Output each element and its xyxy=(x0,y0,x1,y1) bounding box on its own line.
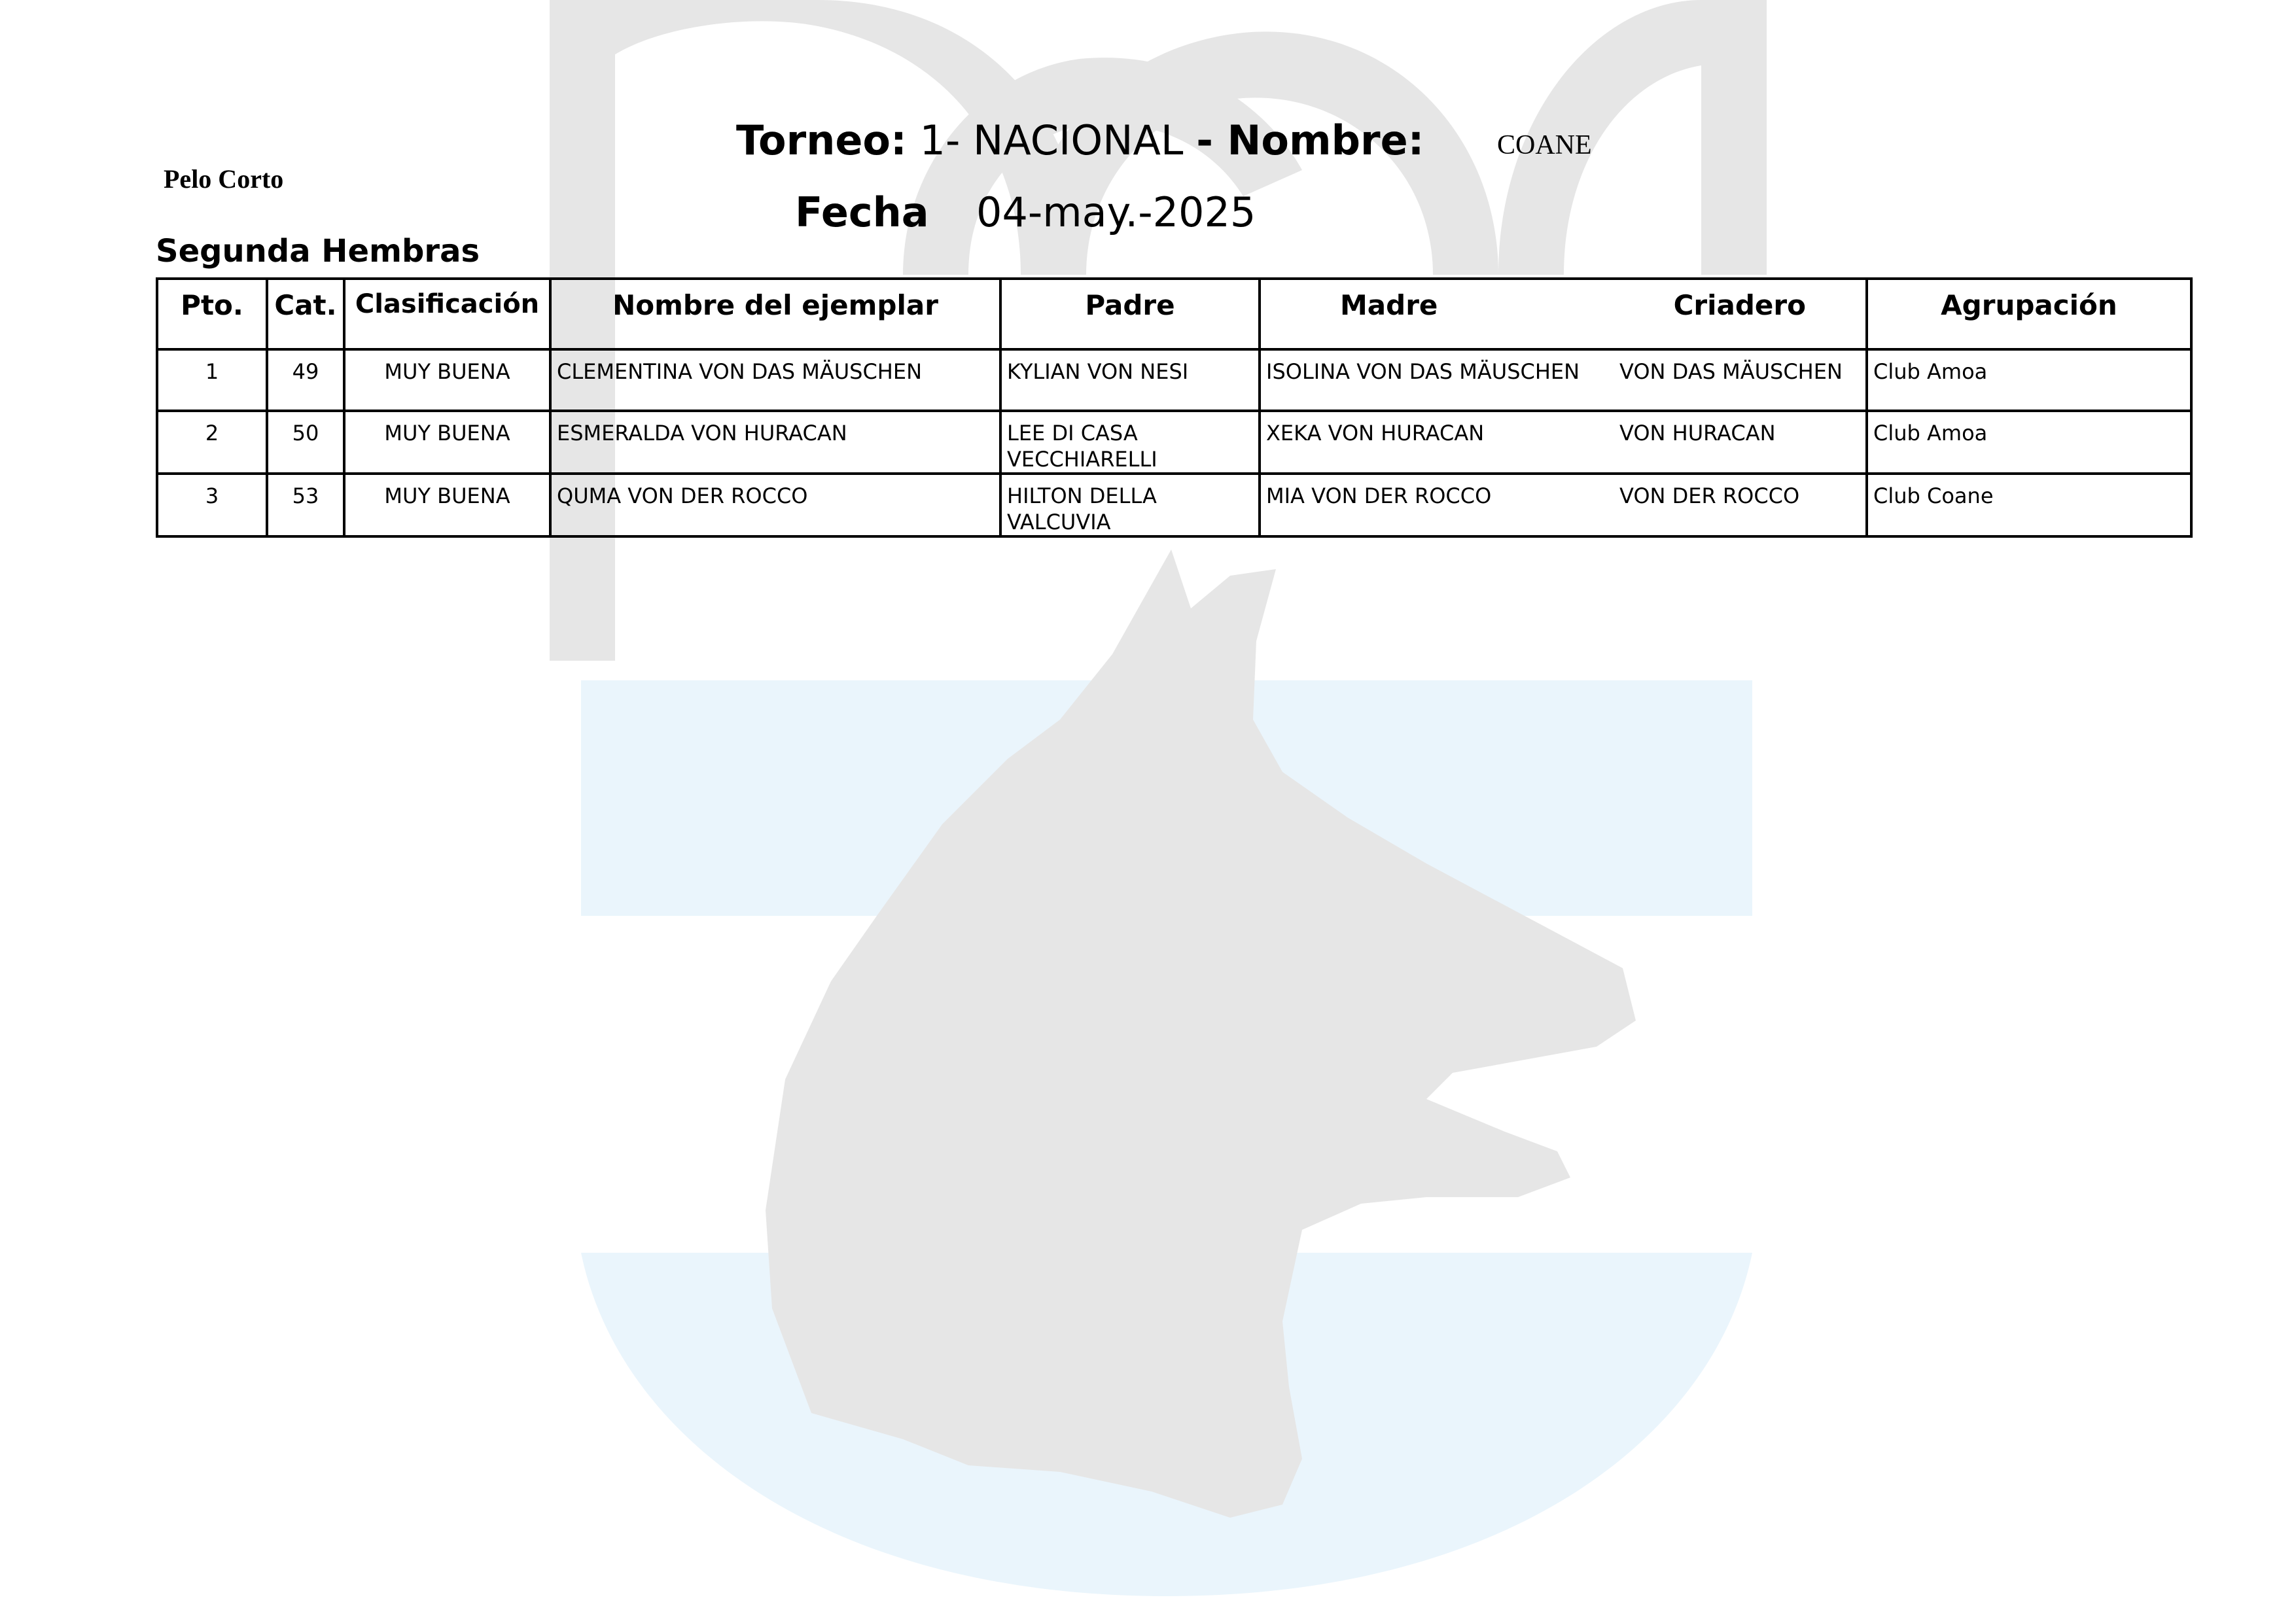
table-row xyxy=(157,474,2191,536)
cell-clasificacion: MUY BUENA xyxy=(344,349,550,411)
cell-agrupacion: Club Coane xyxy=(1867,474,2191,536)
torneo-label: Torneo: xyxy=(736,116,907,164)
cell-madre-criadero xyxy=(1260,411,1867,474)
cell-padre: KYLIAN VON NESI xyxy=(1000,349,1260,411)
cell-nombre: QUMA VON DER ROCCO xyxy=(550,474,1000,536)
cell-agrupacion: Club Amoa xyxy=(1867,411,2191,474)
cell-clasificacion: MUY BUENA xyxy=(344,411,550,474)
col-nombre: Nombre del ejemplar xyxy=(550,279,1000,349)
cell-agrupacion: Club Amoa xyxy=(1867,349,2191,411)
cell-nombre: ESMERALDA VON HURACAN xyxy=(550,411,1000,474)
cell-madre-criadero xyxy=(1260,349,1867,411)
nombre-label: - Nombre: xyxy=(1196,116,1424,164)
cell-criadero: VON DER ROCCO xyxy=(1619,483,1800,508)
cell-pto: 1 xyxy=(157,349,267,411)
col-agrupacion: Agrupación xyxy=(1867,279,2191,349)
cell-cat: 53 xyxy=(267,474,344,536)
cell-madre-criadero xyxy=(1260,474,1867,536)
torneo-value: 1- NACIONAL xyxy=(919,116,1184,164)
col-clasificacion: Clasificación xyxy=(344,279,550,349)
cell-cat: 49 xyxy=(267,349,344,411)
table-header-row xyxy=(157,279,2191,349)
col-madre: Madre xyxy=(1340,289,1438,321)
col-pto: Pto. xyxy=(157,279,267,349)
col-cat: Cat. xyxy=(267,279,344,349)
results-table xyxy=(156,277,2193,538)
nombre-value: COANE xyxy=(1497,130,1592,160)
variedad-label: Pelo Corto xyxy=(164,164,284,194)
fecha-value: 04-may.-2025 xyxy=(976,188,1256,236)
col-criadero: Criadero xyxy=(1673,289,1806,321)
table-row xyxy=(157,349,2191,411)
table-row xyxy=(157,411,2191,474)
col-padre: Padre xyxy=(1000,279,1260,349)
cell-padre: HILTON DELLA VALCUVIA xyxy=(1000,474,1260,536)
tournament-heading xyxy=(736,116,1424,164)
cell-cat: 50 xyxy=(267,411,344,474)
cell-madre: ISOLINA VON DAS MÄUSCHEN xyxy=(1266,359,1580,384)
cell-padre: LEE DI CASA VECCHIARELLI xyxy=(1000,411,1260,474)
cell-nombre: CLEMENTINA VON DAS MÄUSCHEN xyxy=(550,349,1000,411)
cell-pto: 3 xyxy=(157,474,267,536)
col-madre-criadero xyxy=(1260,279,1867,349)
cell-criadero: VON DAS MÄUSCHEN xyxy=(1619,359,1843,384)
category-title: Segunda Hembras xyxy=(156,233,480,270)
cell-criadero: VON HURACAN xyxy=(1619,421,1776,445)
cell-pto: 2 xyxy=(157,411,267,474)
cell-madre: XEKA VON HURACAN xyxy=(1266,421,1485,445)
fecha-label: Fecha xyxy=(795,188,929,236)
cell-madre: MIA VON DER ROCCO xyxy=(1266,483,1492,508)
cell-clasificacion: MUY BUENA xyxy=(344,474,550,536)
